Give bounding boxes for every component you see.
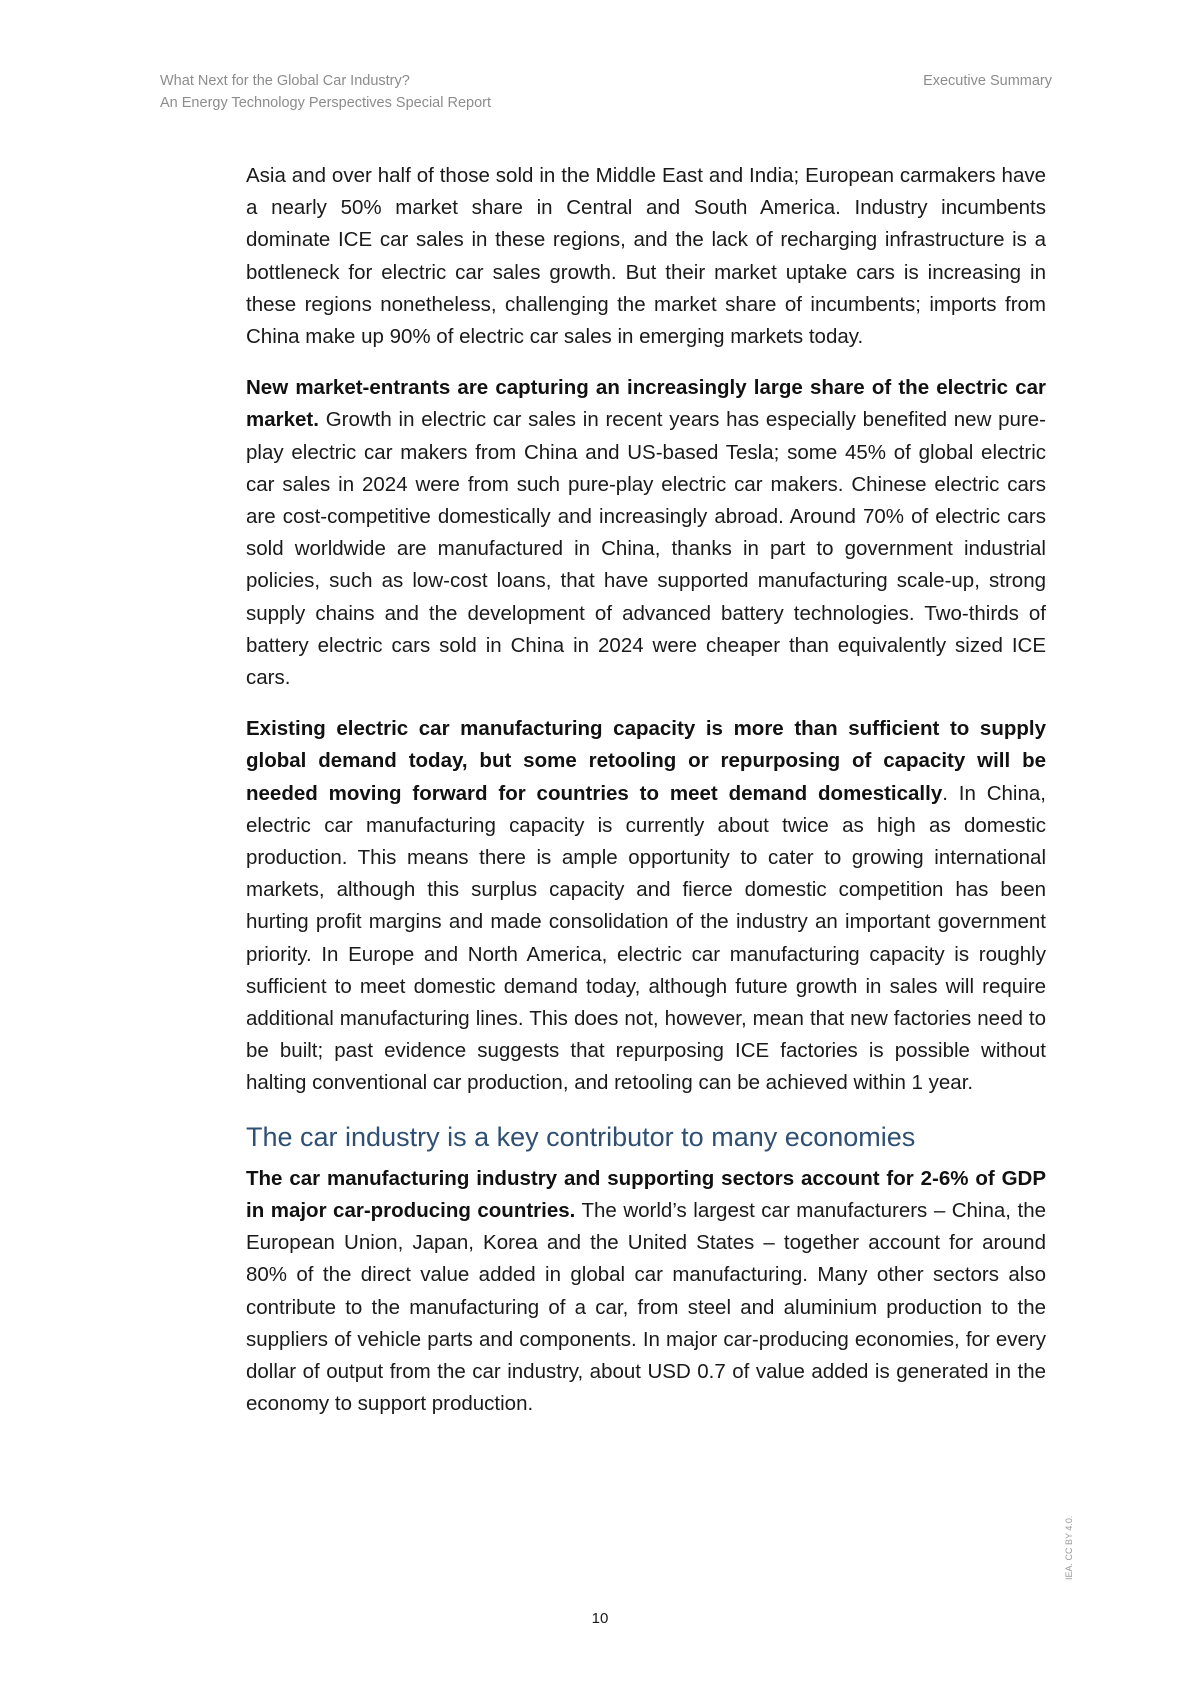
paragraph-2	[246, 372, 1046, 694]
page-number: 10	[591, 1610, 609, 1627]
paragraph-1-text: Asia and over half of those sold in the Middle East and India; European carmakers have a nearly 50% market share in Central and South America. Industry incumbents dominate ICE car sales in these regions, and the lack of recharging infrastructure is a bottleneck for electric car sales growth. But their market uptake cars is increasing in these regions nonetheless, challenging the market share of incumbents; imports from China make up 90% of electric car sales in emerging markets today.	[246, 164, 1046, 349]
paragraph-2-lead: New market-entrants are capturing an increasingly large share of the electric car market.	[246, 376, 1046, 432]
section-title: Executive Summary	[923, 73, 1052, 89]
paragraph-1	[246, 160, 1046, 353]
paragraph-4-text: The world’s largest car manufacturers – China, the European Union, Japan, Korea and the United States – together account for around 80% of the direct value added in global car manufacturing. Many other sectors also contribute to the manufacturing of a car, from steel and aluminium production to the suppliers of vehicle parts and components. In major car-producing economies, for every dollar of output from the car industry, about USD 0.7 of value added is generated in the economy to support production.	[246, 1198, 1046, 1416]
report-title-line1: What Next for the Global Car Industry?	[160, 73, 410, 89]
paragraph-3	[246, 713, 1046, 1099]
report-title	[160, 70, 491, 114]
paragraph-3-lead: Existing electric car manufacturing capacity is more than sufficient to supply global demand today, but some retooling or repurposing of capacity will be needed moving forward for countries to meet demand domestically	[246, 717, 1046, 805]
paragraph-4-lead: The car manufacturing industry and supporting sectors account for 2-6% of GDP in major car-producing countries.	[246, 1166, 1046, 1222]
report-title-line2: An Energy Technology Perspectives Special Report	[160, 95, 492, 111]
section-heading: The car industry is a key contributor to many economies	[246, 1121, 916, 1152]
page-body	[246, 160, 1046, 1439]
paragraph-4	[246, 1163, 1046, 1421]
paragraph-2-text: Growth in electric car sales in recent years has especially benefited new pure-play electric car makers from China and US-based Tesla; some 45% of global electric car sales in 2024 were from such pure-play electric car makers. Chinese electric cars are cost-competitive domestically and increasingly abroad. Around 70% of electric cars sold worldwide are manufactured in China, thanks in part to government industrial policies, such as low-cost loans, that have supported manufacturing scale-up, strong supply chains and the development of advanced battery technologies. Two-thirds of battery electric cars sold in China in 2024 were cheaper than equivalently sized ICE cars.	[246, 408, 1046, 690]
paragraph-3-text: . In China, electric car manufacturing capacity is currently about twice as high as domestic production. This means there is ample opportunity to cater to growing international markets, although this surplus capacity and fierce domestic competition has been hurting profit margins and made consolidation of the industry an important government priority. In Europe and North America, electric car manufacturing capacity is roughly sufficient to meet domestic demand today, although future growth in sales will require additional manufacturing lines. This does not, however, mean that new factories need to be built; past evidence suggests that repurposing ICE factories is possible without halting conventional car production, and retooling can be achieved within 1 year.	[246, 781, 1046, 1095]
license-note: IEA. CC BY 4.0.	[1064, 1515, 1074, 1580]
